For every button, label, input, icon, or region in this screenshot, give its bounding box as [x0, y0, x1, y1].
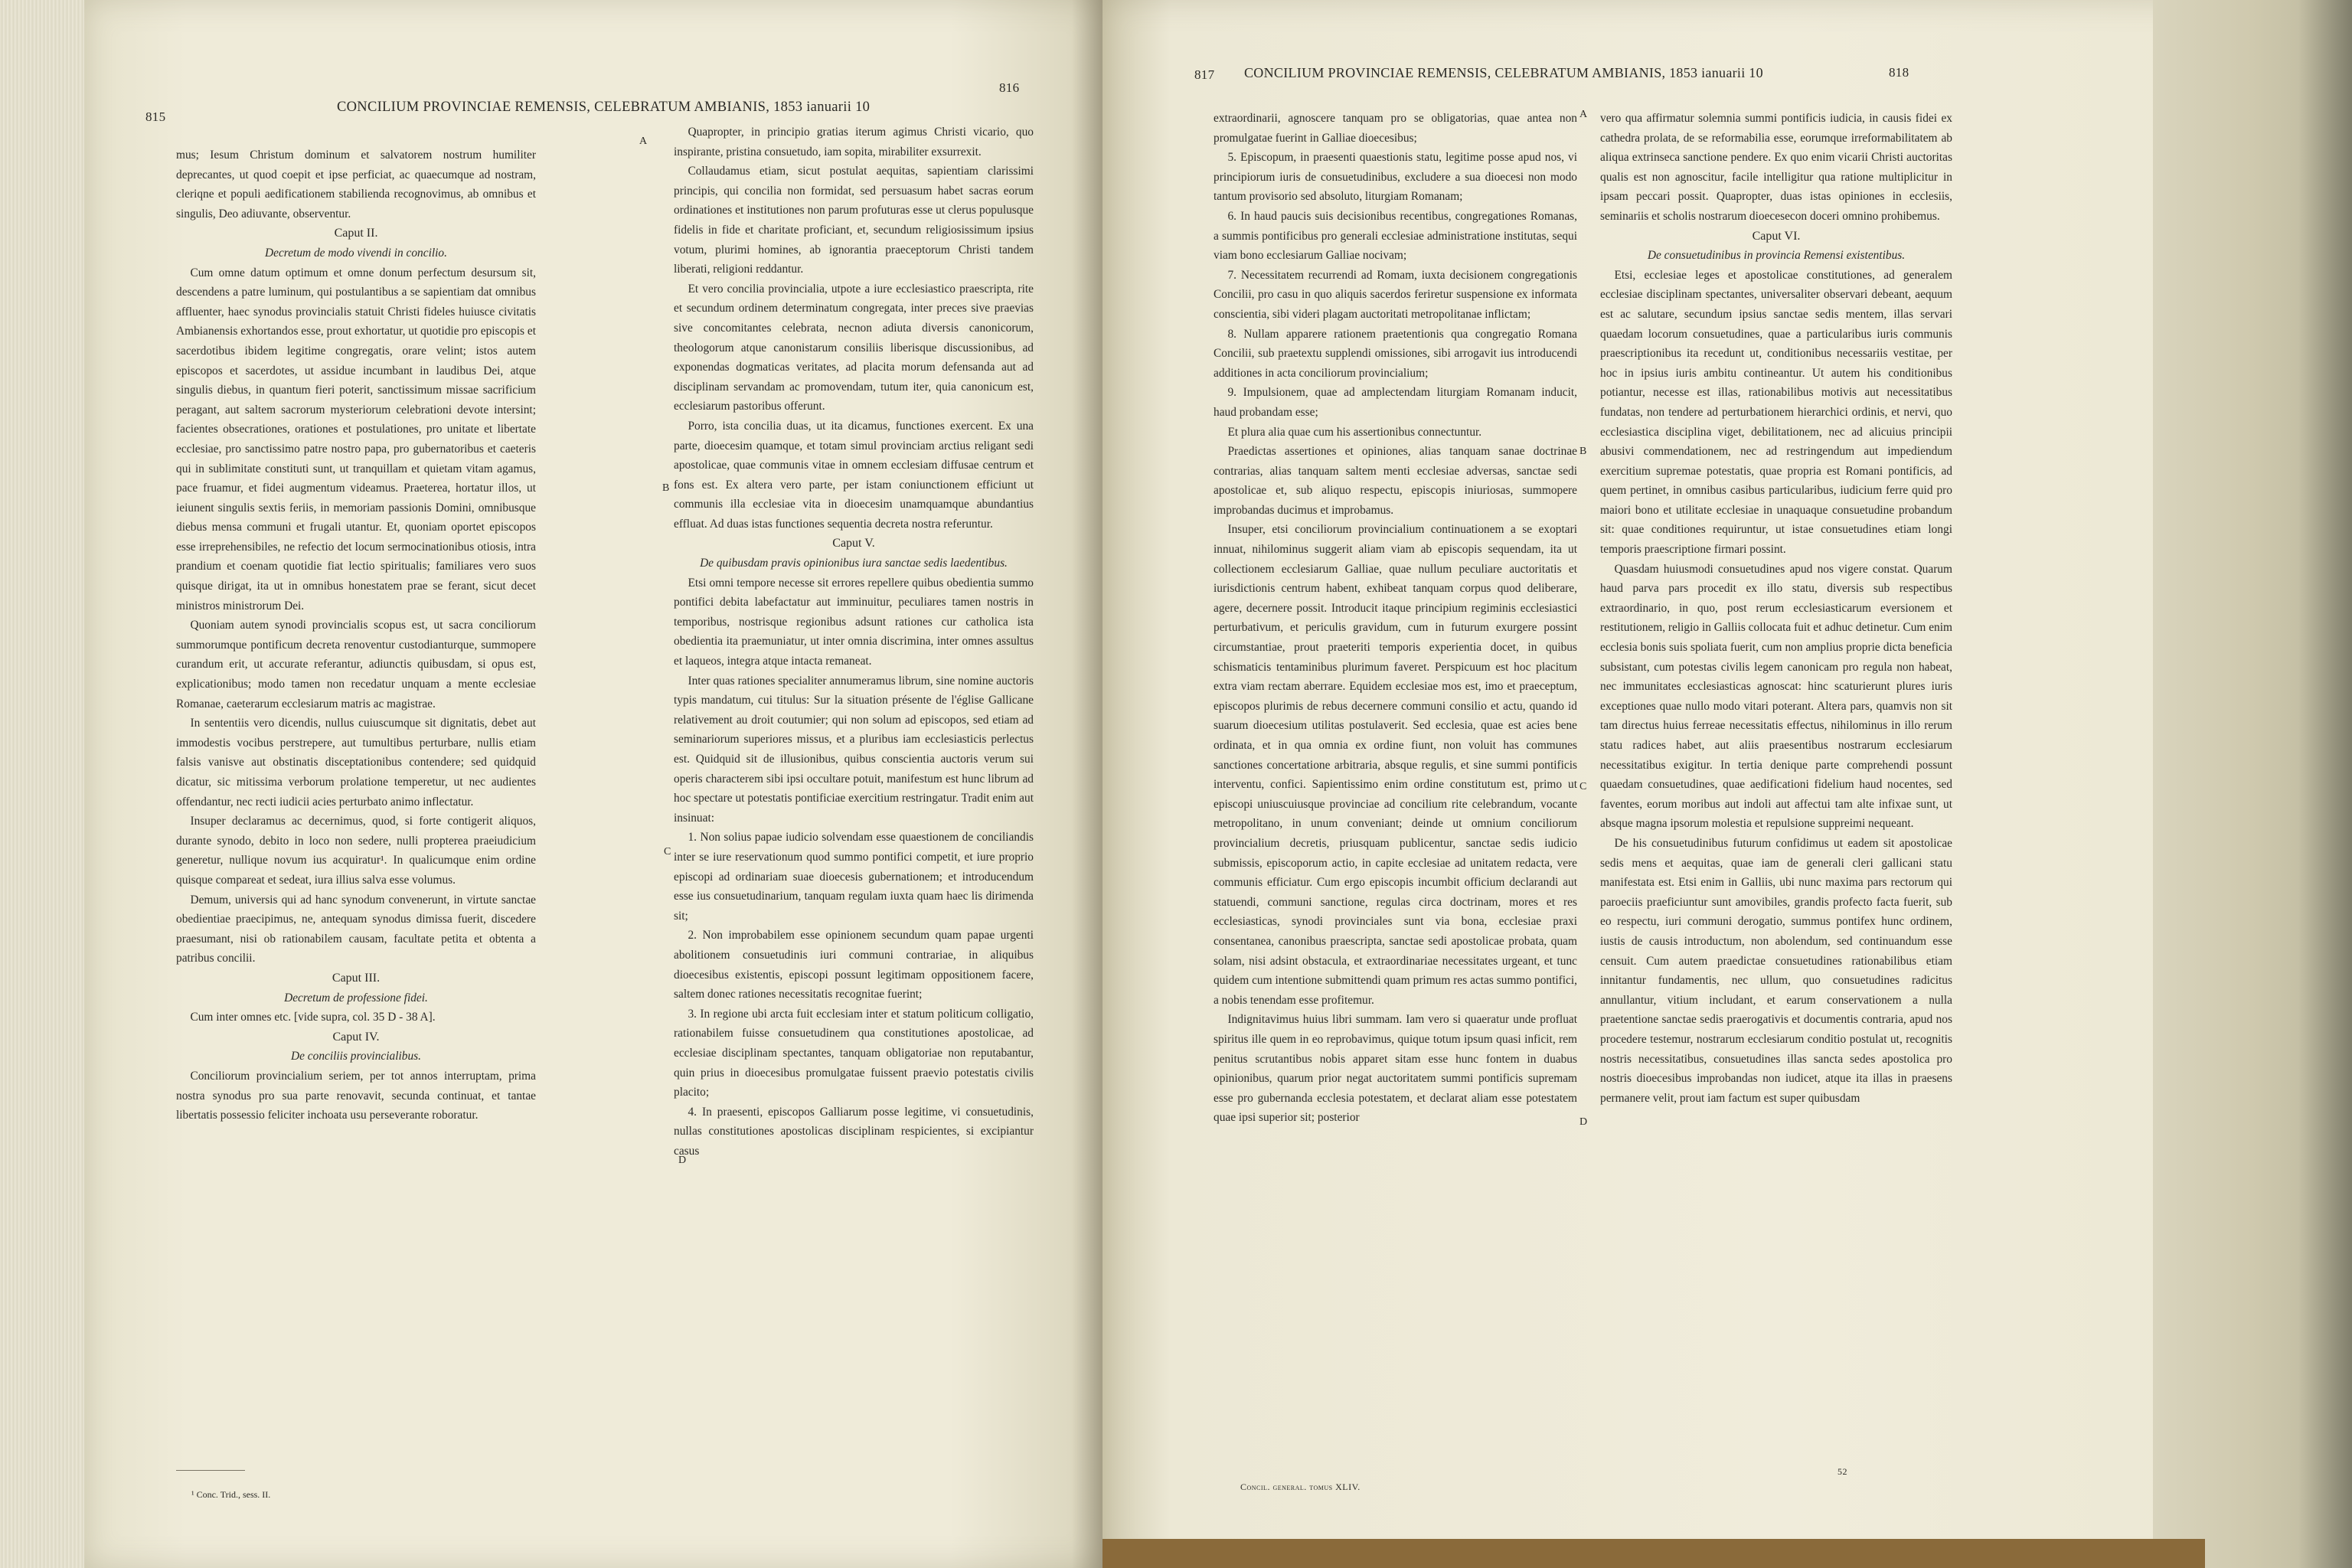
- left-page-column-1: [176, 145, 536, 1125]
- chapter-heading: Caput II.: [334, 227, 378, 240]
- paragraph: Demum, universis qui ad hanc synodum convenerunt, in virtute sanctae obedientiae praecipimus, ne, antequam synodus dimissa fuerit, discedere praesumant, nisi ob rationabilem causam, facultate petita et obtenta a patribus concilii.: [176, 893, 536, 965]
- page-footer-signature: Concil. general. tomus XLIV.: [1240, 1481, 1361, 1492]
- running-title-left: CONCILIUM PROVINCIAE REMENSIS, CELEBRATUM AMBIANIS, 1853 ianuarii 10: [337, 100, 871, 115]
- page-footer-signature-number: 52: [1838, 1466, 1847, 1477]
- margin-marker-d: D: [1579, 1116, 1588, 1128]
- chapter-subtitle: Decretum de professione fidei.: [284, 991, 428, 1004]
- paragraph: Quapropter, in principio gratias iterum agimus Christi vicario, quo inspirante, pristina consuetudo, iam sopita, mirabiliter exsurrexit.: [674, 126, 1034, 158]
- paragraph: Etsi omni tempore necesse sit errores repellere quibus obedientia summo pontifici debita labefactatur aut imminuitur, peculiares tamen nostris in temporibus, nostrisque regionibus adsunt rationes cur catholica ista obedientia ita praemuniatur, ut inter omnia discrimina, inter omnes assultus et laqueos, integra atque intacta remaneat.: [674, 576, 1034, 668]
- paragraph: Cum omne datum optimum et omne donum perfectum desursum sit, descendens a patre luminum, qui postulantibus a se sapientiam dat omnibus affluenter, haec synodus provincialis statuit Christi fideles huiusce civitatis Ambianensis exhortandos esse, prout exhortatur, ut quotidie pro episcopis et sacerdotibus ibidem legitime congregatis, orare velint; istos autem episcopos et sacerdotes, ut assidue incumbant in laudibus Dei, atque singulis diebus, in quantum fieri poterit, sanctissimum missae sacrificium peragant, aut saltem sacrorum mysteriorum celebrationi devote intersint; facientes obsecrationes, orationes et postulationes, pro unitate et libertate ecclesiae, pro sanctissimo patre nostro papa, pro gubernatoribus et caeteris qui in sublimitate constituti sunt, ut tranquillam et quietam vitam agamus, pace fruamur, et fidei augmentum videamus. Praeterea, hortatur illos, ut ieiunent singulis sextis feriis, in memoriam passionis Domini, omnibusque diebus mensa communi et frugali utantur. Et, quoniam oportet episcopos esse irreprehensibiles, ne refectio det locum sermocinationibus otiosis, intra prandium et coenam quotidie fiat lectio spiritualis; familiares vero suos quisque dirigat, ita ut in omnibus honestatem prae se ferant, sicut decet ministros ministrorum Dei.: [176, 266, 536, 612]
- chapter-heading: Caput VI.: [1752, 229, 1801, 243]
- paragraph: 5. Episcopum, in praesenti quaestionis statu, legitime posse apud nos, vi principiorum iuris de consuetudinibus, excludere a sua dioecesi non modo tantum provisorio sed absoluto, liturgiam Romanam;: [1214, 151, 1577, 204]
- chapter-subtitle: Decretum de modo vivendi in concilio.: [265, 246, 447, 260]
- page-number-815: 815: [145, 109, 166, 124]
- paragraph: Quasdam huiusmodi consuetudines apud nos vigere constat. Quarum haud parva pars procedit ex illo statu, diversis sub respectibus extraordinario, in quo, post rerum ecclesiasticarum eversionem et restitutionem, religio in Galliis collocata fuit et adhuc detinetur. Cum enim ecclesia bonis suis spoliata fuerit, cum non amplius proprie dicta beneficia subsistant, cum potestas civilis legem canonicam pro regula non habeat, nec immunitates ecclesiasticas agnoscat: hinc scaturierunt plures iuris exceptiones quae nullo modo vitari poterant. Altera pars, quamvis non sit tam directus huius ferreae necessitatis effectus, nihilominus in illo rerum statu radices habet, aut aliis praesentibus nostrarum ecclesiarum necessitatibus exigitur. In tertia denique parte comprehendi possunt quaedam consuetudines, quae aedificationi fidelium haud nocentes, sed faventes, eorum moribus aut indoli aut affectui tam alte infixae sunt, ut absque magna ipsorum molestia et repulsione suppreimi nequeant.: [1600, 562, 1952, 831]
- left-page: [84, 0, 1102, 1568]
- paragraph: Indignitavimus huius libri summam. Iam vero si quaeratur unde profluat spiritus ille quem in eo reprobavimus, quique totum ipsum quasi inficit, rem penitus scrutantibus nobis apparet sitam esse hunc fontem in duabus opinionibus, quarum prior negat auctoritatem summi pontificis supremam esse pro gubernanda ecclesia potestatem, et declarat aliam esse potestatem quae ipsi superior sit; posterior: [1214, 1013, 1577, 1125]
- paragraph: Et vero concilia provincialia, utpote a iure ecclesiastico praescripta, rite et secundum ordinem determinatum congregata, inter preces sive praevias sive concomitantes celebrata, necnon adiuta diversis canonicorum, theologorum atque canonistarum consiliis liberisque discussionibus, ad exponendas dogmaticas veritates, ad placita morum defensanda aut ad disciplinam servandam ac promovendam, tutum iter, quia canonicum est, ecclesiarum pastoribus offerunt.: [674, 282, 1034, 413]
- paragraph: 9. Impulsionem, quae ad amplectendam liturgiam Romanam inducit, haud probandam esse;: [1214, 386, 1577, 419]
- paragraph: Et plura alia quae cum his assertionibus connectuntur.: [1227, 425, 1482, 439]
- paragraph: De his consuetudinibus futurum confidimus ut eadem sit apostolicae sedis mens et aequitas, quae iam de generali cleri gallicani statu manifestata est. Etsi enim in Galliis, ubi nunc maxima pars rectorum qui paroeciis praeficiuntur sunt amovibiles, grandis profecto facta fuerit, sub eo respectu, iuri communi derogatio, summus pontifex hunc ordinem, iustis de causis introductum, non abolendum, sed continuandum esse censuit. Cum autem praedictae consuetudines rationabilibus etiam innitantur fundamentis, nec ullum, quo consuetudines radicitus annullantur, vitium includant, et earum conservationem a nulla praetentione sanctae sedis praerogativis et documentis contraria, apud nos procedere testemur, nostrarum ecclesiarum conditio postulat ut, recognitis nostris necessitatibus, consuetudines illas sancta sedes apostolica pro nostris dioecesibus improbandas non iudicet, atque ita illas in praesens permanere velit, prout iam factum est super quibusdam: [1600, 836, 1952, 1105]
- running-title-right: CONCILIUM PROVINCIAE REMENSIS, CELEBRATUM AMBIANIS, 1853 ianuarii 10: [1244, 65, 1763, 80]
- chapter-subtitle: De conciliis provincialibus.: [291, 1050, 421, 1063]
- paragraph: Insuper, etsi conciliorum provincialium continuationem a se exoptari innuat, nihilominus suggerit aliam viam ab episcopis sequendam, ita ut collectionem ecclesiarum Galliae, quae nullum peculiare auctoritatis et iurisdictionis centrum habent, exhibeat tanquam corpus quod deliberare, agere, decernere possit. Introducit itaque principium regiminis ecclesiastici perturbativum, et periculis gravidum, cum in futurum exurgere possint circumstantiae, prout praeteriti temporis experientia docet, in quibus schismaticis tentaminibus plurimum faveret. Perspicuum est hoc placitum extra viam rectam aberrare. Equidem ecclesiae mos est, imo et praeceptum, episcopos plurimis de rebus decernere communi consilio et actu, quando id suarum dioecesium utilitas postulaverit. Sed ecclesia, quae est acies bene ordinata, et in qua omnia ex ordine fiunt, non voluit has communes sanctiones concertatione arbitraria, absque regulis, et sine summi pontificis interventu, confici. Sapientissimo enim ordine constitutum est, primo ut episcopi uniuscuiusque provinciae ad concilium rite celebrandum, vocante metropolitano, in unum conveniant; deinde ut omnium conciliorum provincialium decretis, priusquam publicentur, sanctae sedis iudicio submissis, episcoporum actio, in capite ecclesiae ad unitatem redacta, vere communis efficiatur. Cum ergo episcopis incumbit officium declarandi aut statuendi, communi sanctione, regulas circa doctrinam, mores et res ecclesiasticas, synodi provinciales sunt via bona, ecclesiae praxi consentanea, canonibus praescripta, sanctae sedi apostolicae probata, quam solam, nisi adsint obstacula, et extraordinariae necessitates urgeant, et tunc quidem cum intentione submittendi quam primum res actas summo pontifici, a nobis tenendam esse profitemur.: [1214, 523, 1577, 1007]
- chapter-heading: Caput III.: [332, 971, 381, 985]
- paragraph: Conciliorum provincialium seriem, per tot annos interruptam, prima nostra synodus pro sua parte renovavit, secunda continuat, et tantae libertatis possessio feliciter inchoata usu perseverante roboratur.: [176, 1069, 536, 1122]
- page-number-818: 818: [1889, 65, 1909, 80]
- paragraph: 4. In praesenti, episcopos Galliarum posse legitime, vi consuetudinis, nullas constitutiones apostolicas disciplinam respicientes, si excipiantur casus: [674, 1105, 1034, 1158]
- paragraph: mus; Iesum Christum dominum et salvatorem nostrum humiliter deprecantes, ut quod coepit et ipse perficiat, ac quaecumque ad nostram, cleriqne et populi aedificationem stabilienda recognovimus, ab omnibus et singulis, Deo adiuvante, observentur.: [176, 149, 536, 220]
- margin-marker-c: C: [664, 846, 671, 858]
- paragraph: 3. In regione ubi arcta fuit ecclesiam inter et statum politicum colligatio, rationabilem fuisse consuetudinem qua constitutiones apostolicae, ad ecclesiae disciplinam spectantes, tanquam obligatoriae non reputabantur, quin prius in dioecesibus promulgatae fuissent praevio potestatis civilis placito;: [674, 1007, 1034, 1099]
- margin-marker-b: B: [1579, 446, 1587, 457]
- footnote-rule: [176, 1470, 245, 1471]
- chapter-subtitle: De consuetudinibus in provincia Remensi existentibus.: [1647, 249, 1906, 263]
- margin-marker-d: D: [678, 1155, 687, 1166]
- chapter-heading: Caput IV.: [332, 1030, 380, 1044]
- paragraph: Etsi, ecclesiae leges et apostolicae constitutiones, ad generalem ecclesiae disciplinam spectantes, universaliter observari debeant, aequum est ac salutare, secundum ipsius sanctae sedis mentem, illas servari quaedam locorum consuetudines, quae a particularibus iuris communis praescriptionibus ita recedunt ut, conditionibus necessariis vestitae, per hoc in ipsius iuris ambitu contineantur. Ut autem his conditionibus potiantur, necesse est illas, rationabilibus motivis aut necessitatibus fundatas, non tendere ad perturbationem hierarchici ordinis, et nervi, quo ecclesiastica disciplina viget, debilitationem, nec ad alicuius principii abusivi commendationem, nec ad restringendum aut impediendum exercitium supremae potestatis, quae propria est Romani pontificis, ad quem pertinet, in omnibus casibus particularibus, iudicium ferre quid pro maiori bono et utilitate ecclesiae in unaquaque consuetudine probandum sit: quae conditiones requiruntur, ut istae consuetudines etiam longi temporis praescriptione firmari possint.: [1600, 268, 1952, 557]
- chapter-subtitle: De quibusdam pravis opinionibus iura sanctae sedis laedentibus.: [700, 557, 1008, 570]
- paragraph: Praedictas assertiones et opiniones, alias tanquam sanae doctrinae contrarias, alias tanquam saltem menti ecclesiae adversas, sanctae sedi apostolicae et, sub aliquo respectu, episcopis iniuriosas, summopere improbandas ducimus et improbamus.: [1214, 445, 1577, 517]
- margin-marker-a: A: [639, 136, 648, 147]
- paragraph: extraordinarii, agnoscere tanquam pro se obligatorias, quae antea non promulgatae fuerint in Galliae dioecesibus;: [1214, 112, 1577, 145]
- margin-marker-c: C: [1579, 781, 1587, 792]
- book-page-edges-left: [0, 0, 84, 1568]
- paragraph: Cum inter omnes etc. [vide supra, col. 35 D - 38 A].: [190, 1011, 436, 1024]
- paragraph: In sententiis vero dicendis, nullus cuiuscumque sit dignitatis, debet aut immodestis vocibus perstrepere, aut tumultibus perturbare, nullis etiam falsis vanisve aut obstinatis disceptationibus contendere; sed quidquid dicatur, sic mitissima verborum prolatione temperetur, ut nec audientes offendantur, nec recti iudicii acies perturbato animo inflectatur.: [176, 717, 536, 808]
- footnote: ¹ Conc. Trid., sess. II.: [191, 1489, 271, 1500]
- paragraph: 6. In haud paucis suis decisionibus recentibus, congregationes Romanas, a summis pontificibus pro generali ecclesiae administratione institutas, sequi viam bono ecclesiarum Galliae nocivam;: [1214, 209, 1577, 263]
- page-number-817: 817: [1194, 67, 1215, 82]
- left-page-column-2: [674, 122, 1034, 1161]
- right-page-column-2: [1600, 109, 1952, 1108]
- paragraph: 1. Non solius papae iudicio solvendam esse quaestionem de conciliandis inter se iure reservationum quod summo pontifici competit, et iure proprio episcopi ad ordinariam suae dioecesis gubernationem; et introducendum esse ius consuetudinarium, tanquam regulam iuxta quam haec lis dirimenda sit;: [674, 831, 1034, 923]
- paragraph: 7. Necessitatem recurrendi ad Romam, iuxta decisionem congregationis Concilii, pro casu in quo aliquis sacerdos feriretur suspensione ex informata conscientia, sibi videri plagam auctoritati metropolitanae inflictam;: [1214, 268, 1577, 321]
- paragraph: 2. Non improbabilem esse opinionem secundum quam papae urgenti abolitionem consuetudinis iuri communi contrariae, in aliquibus dioecesibus existentis, episcopi possunt legitimam oppositionem facere, saltem donec rationes necessitatis recognitae fuerint;: [674, 929, 1034, 1001]
- margin-marker-a: A: [1579, 109, 1588, 120]
- book-cover-strip: [1102, 1539, 2205, 1568]
- paragraph: Inter quas rationes specialiter annumeramus librum, sine nomine auctoris typis mandatum, cui titulus: Sur la situation présente de l'église Gallicane relativement au droit coutumier; qui non solum ad episcopos, sed etiam ad seminariorum superiores missus, et a pluribus iam ecclesiasticis perlectus est. Quidquid sit de illusionibus, quibus conscientia auctoris verum sui operis characterem sibi ipsi occultare potuit, manifestum est hunc librum ad hoc spectare ut potestatis pontificiae exercitium restringatur. Tradit enim aut insinuat:: [674, 674, 1034, 825]
- edge-shadow: [2298, 0, 2352, 1568]
- page-number-816: 816: [999, 80, 1020, 95]
- right-page: [1102, 0, 2236, 1568]
- right-page-column-1: [1214, 109, 1577, 1128]
- paragraph: Quoniam autem synodi provincialis scopus est, ut sacra conciliorum summorumque pontificum decreta renoventur custodianturque, summopere curandum erit, ut accurate referantur, adiunctis quibusdam, si opus est, explicationibus; modo tamen non recedatur unquam a mente ecclesiae Romanae, caeterarum ecclesiarum matris ac magistrae.: [176, 619, 536, 710]
- paragraph: Porro, ista concilia duas, ut ita dicamus, functiones exercent. Ex una parte, dioecesim quamque, et totam simul provinciam arctius religant sedi apostolicae, quae communis vitae in omnem ecclesiam diffusae centrum et fons est. Ex altera vero parte, per istam coniunctionem efficiunt ut communis illa ecclesiae vita in dioecesim unamquamque abundantius effluat. Ad duas istas functiones sequentia decreta nostra referuntur.: [674, 419, 1034, 531]
- chapter-heading: Caput V.: [832, 537, 875, 550]
- paragraph: 8. Nullam apparere rationem praetentionis qua congregatio Romana Concilii, sub praetextu supplendi omissiones, sibi arrogavit ius introducendi additiones in acta conciliorum provincialium;: [1214, 327, 1577, 380]
- paragraph: vero qua affirmatur solemnia summi pontificis iudicia, in causis fidei ex cathedra prolata, de se reformabilia esse, eorumque irreformabilitatem ab aliqua extrinseca sanctione pendere. Ex quo enim vicarii Christi auctoritas qualis est non agnoscitur, facile intelligitur qua ratione multiplicitur in ipsam peccari possit. Quapropter, duas istas opiniones in ecclesiis, seminariis et scholis nostrarum dioecesecon doceri omnino prohibemus.: [1600, 112, 1952, 223]
- margin-marker-b: B: [662, 482, 670, 494]
- paragraph: Collaudamus etiam, sicut postulat aequitas, sapientiam clarissimi principis, qui concilia non formidat, sed persuasum habet sacras eorum ordinationes et institutiones non parum profuturas esse ut clerus populusque fidelis in fide et charitate proficiant, et, secundum religiosissimum ipsius votum, plurimi homines, ab ignorantia praeceptorum Christi tandem liberati, religioni reddantur.: [674, 165, 1034, 276]
- paragraph: Insuper declaramus ac decernimus, quod, si forte contigerit aliquos, durante synodo, debito in loco non sedere, nulli propterea praeiudicium generetur, nullique novum ius acquiratur¹. In qualicumque enim ordine quisque compareat et sedeat, iura illius salva esse volumus.: [176, 815, 536, 887]
